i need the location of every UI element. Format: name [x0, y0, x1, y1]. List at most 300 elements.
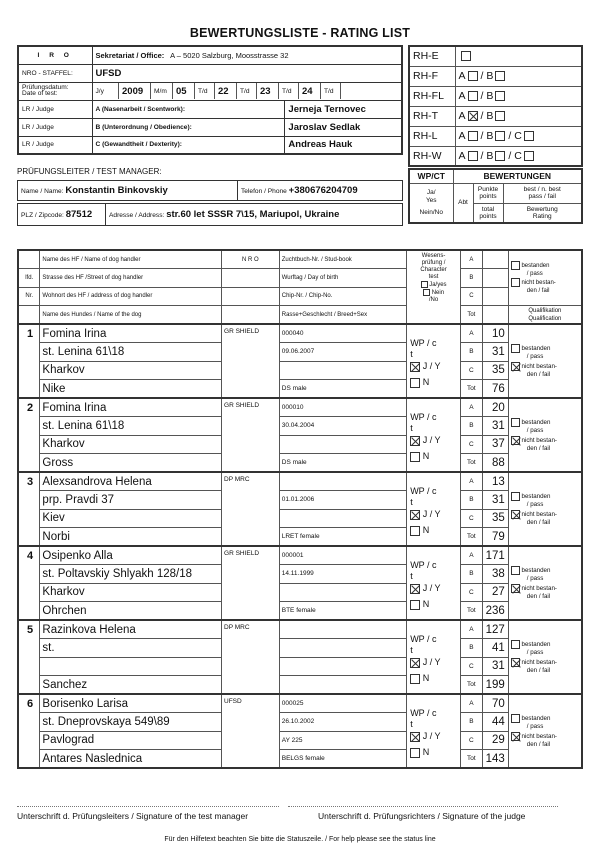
dog-name: Antares Naslednica [40, 750, 222, 769]
table-row [18, 713, 582, 732]
judge-role: B (Unterordnung / Obedience): [92, 118, 285, 136]
label-a: A [460, 398, 482, 417]
header-handler-address: Wohnort des HF / address of dog handler [40, 287, 222, 306]
handler-street: st. Dneprovskaya 549\89 [40, 713, 222, 732]
yes-label: J / Y [422, 731, 441, 741]
character-test-cell [407, 620, 461, 694]
no-option-label: Nein [431, 290, 445, 297]
checkbox[interactable] [410, 748, 420, 758]
points-label: Punkte [477, 186, 499, 193]
chip-number [279, 435, 406, 454]
judge-role: C (Gewandtheit / Dexterity): [92, 136, 285, 154]
class-selection-table [408, 45, 583, 167]
nro-value: UFSD [92, 64, 402, 82]
fail-option-label-en: den / fail [526, 287, 550, 294]
character-test-cell [407, 324, 461, 398]
header-a: A [460, 250, 482, 269]
chip-number [279, 657, 406, 676]
total-points-label: total [481, 205, 495, 213]
pass-option-label-en: / pass [526, 648, 544, 656]
label-a: A [460, 472, 482, 491]
points-c: 31 [482, 657, 508, 676]
checkbox[interactable] [410, 600, 420, 610]
label-c: C [460, 509, 482, 528]
pass-option-label: bestanden [521, 714, 551, 722]
points-a: 13 [482, 472, 508, 491]
checkbox[interactable] [511, 566, 520, 575]
handler-street: st. Lenina 61\18 [40, 343, 222, 362]
label-a: A [460, 694, 482, 713]
nro-value: GR SHIELD [222, 324, 280, 398]
day-of-birth [279, 639, 406, 658]
judge-label: LR / Judge [18, 118, 92, 136]
no-label: N [422, 599, 430, 609]
nro-value: GR SHIELD [222, 546, 280, 620]
checkbox[interactable] [495, 91, 505, 101]
table-row [18, 491, 582, 510]
checked-checkbox[interactable] [410, 732, 420, 742]
wpc-label: t [410, 497, 413, 507]
no-option-label-en: /No [428, 297, 439, 304]
secretariat-label: Sekretariat / Office: [95, 50, 165, 60]
wpc-label: WP / c [410, 560, 437, 570]
label-tot: Tot [460, 454, 482, 473]
rating-label-en: Rating [532, 212, 552, 220]
day-label: T/d [279, 83, 299, 99]
header-nr: Nr. [18, 287, 40, 306]
pass-option-label-en: / pass [526, 426, 544, 434]
stud-book: 000040 [279, 324, 406, 343]
label-c: C [460, 731, 482, 750]
no-label: N [422, 451, 430, 461]
class-options [455, 126, 582, 146]
checked-checkbox[interactable] [410, 436, 420, 446]
class-row [409, 86, 582, 106]
class-name: RH-FL [409, 86, 455, 106]
checkbox[interactable] [410, 378, 420, 388]
label-tot: Tot [460, 750, 482, 769]
manager-signature-line [17, 806, 279, 807]
checked-checkbox[interactable] [511, 732, 520, 741]
checkbox[interactable] [410, 674, 420, 684]
header-handler-name: Name des HF / Name of dog handler [40, 250, 222, 269]
entry-number: 5 [18, 620, 40, 694]
chip-number [279, 583, 406, 602]
pass-option-label-en: / pass [526, 574, 544, 582]
points-label-en: points [479, 193, 497, 200]
handler-city: Kiev [40, 509, 222, 528]
table-row [18, 676, 582, 695]
handler-name: Fomina Irina [40, 324, 222, 343]
nro-value: DP MRC [222, 472, 280, 546]
class-option-label: / B [480, 149, 494, 162]
points-a: 10 [482, 324, 508, 343]
table-row [18, 694, 582, 713]
pass-option-label-en: / pass [526, 722, 544, 730]
no-label: N [422, 673, 430, 683]
class-options [455, 146, 582, 166]
dog-name: Sanchez [40, 676, 222, 695]
label-b: B [460, 713, 482, 732]
label-tot: Tot [460, 380, 482, 399]
label-tot: Tot [460, 602, 482, 621]
label-a: A [460, 546, 482, 565]
table-row [18, 546, 582, 565]
table-row [18, 472, 582, 491]
checkbox[interactable] [468, 131, 478, 141]
checkbox[interactable] [410, 526, 420, 536]
label-tot: Tot [460, 528, 482, 547]
class-name: RH-T [409, 106, 455, 126]
points-b: 41 [482, 639, 508, 658]
table-row [18, 620, 582, 639]
character-test-label: test [428, 274, 439, 280]
date-fields [93, 83, 402, 99]
points-b: 38 [482, 565, 508, 584]
header-tot: Tot [460, 306, 482, 325]
table-row [18, 361, 582, 380]
checked-checkbox[interactable] [511, 584, 520, 593]
label-b: B [460, 565, 482, 584]
rating-label: Bewertung [526, 205, 558, 213]
nro-label: NRO - STAFFEL: [18, 64, 92, 82]
yes-label: J / Y [422, 361, 441, 371]
points-b: 31 [482, 417, 508, 436]
test-manager-table [17, 180, 403, 201]
checked-checkbox[interactable] [511, 362, 520, 371]
result-cell [508, 546, 582, 620]
yes-label: J / Y [422, 583, 441, 593]
day-of-birth: 01.01.2006 [279, 491, 406, 510]
handler-city [40, 657, 222, 676]
points-b: 44 [482, 713, 508, 732]
breed-sex: DS male [279, 454, 406, 473]
day-label: T/d [321, 83, 341, 99]
handler-city: Kharkov [40, 583, 222, 602]
class-option-label: A [458, 149, 466, 162]
checked-checkbox[interactable] [410, 362, 420, 372]
checked-checkbox[interactable] [410, 510, 420, 520]
label-c: C [460, 435, 482, 454]
handler-name: Borisenko Larisa [40, 694, 222, 713]
date-label: Prüfungsdatum: [22, 83, 69, 91]
header-info-table [17, 45, 403, 155]
class-options [455, 46, 582, 66]
header-dog-name: Name des Hundes / Name of the dog [40, 306, 222, 325]
header-nro: N R O [222, 250, 280, 269]
yes-label: J / Y [422, 435, 441, 445]
checkbox-icon [511, 261, 520, 270]
checked-checkbox[interactable] [410, 584, 420, 594]
judge-label: LR / Judge [18, 100, 92, 118]
points-a: 70 [482, 694, 508, 713]
yes-label: J / Y [422, 657, 441, 667]
label-c: C [460, 657, 482, 676]
judge-name: Jerneja Ternovec [285, 100, 402, 118]
fail-option-label-en: den / fail [526, 519, 551, 526]
zip-value: 87512 [65, 209, 93, 220]
label-a: A [460, 324, 482, 343]
pass-option-label: bestanden [521, 566, 551, 574]
day-of-birth: 14.11.1999 [279, 565, 406, 584]
table-row [18, 380, 582, 399]
class-option-label: / B [480, 130, 494, 142]
judge-name: Andreas Hauk [285, 136, 402, 154]
header-character-test [407, 250, 461, 324]
result-cell [508, 694, 582, 768]
dog-name: Norbi [40, 528, 222, 547]
entry-number: 3 [18, 472, 40, 546]
checked-checkbox[interactable] [511, 436, 520, 445]
checkbox[interactable] [468, 71, 478, 81]
nro-value: GR SHIELD [222, 398, 280, 472]
label-a: A [460, 620, 482, 639]
address-value: str.60 let SSSR 7\15, Mariupol, Ukraine [166, 209, 340, 220]
table-row [18, 750, 582, 769]
handler-street: st. [40, 639, 222, 658]
zip-label: PLZ / Zipcode: [21, 212, 64, 219]
header-chip: Chip-Nr. / Chip-No. [279, 287, 406, 306]
checkbox[interactable] [495, 151, 505, 161]
points-total: 236 [482, 602, 508, 621]
abt-label: Abt [453, 183, 473, 223]
checkbox[interactable] [410, 452, 420, 462]
table-row [18, 602, 582, 621]
header-b: B [460, 269, 482, 288]
stud-book [279, 620, 406, 639]
stud-book: 000001 [279, 546, 406, 565]
checked-checkbox[interactable] [511, 510, 520, 519]
class-option-label: / B [480, 90, 494, 102]
checkbox-icon [421, 281, 428, 288]
checkbox[interactable] [468, 91, 478, 101]
wpc-label: WP / c [410, 338, 437, 348]
checkbox[interactable] [511, 640, 520, 649]
character-test-cell [407, 398, 461, 472]
manager-signature-label: Unterschrift d. Prüfungsleiters / Signature of the test manager [17, 811, 249, 821]
table-row [18, 343, 582, 362]
wpct-heading: WP/CT [409, 169, 453, 183]
ratings-legend-table [408, 168, 583, 224]
yes-label: Ja/ [426, 188, 436, 196]
header-lfd: lfd. [18, 269, 40, 288]
judge-signature-line [288, 806, 558, 807]
day-label: T/d [237, 83, 257, 99]
stud-book: 000010 [279, 398, 406, 417]
handler-name: Alexsandrova Helena [40, 472, 222, 491]
stud-book [279, 472, 406, 491]
checked-checkbox[interactable] [468, 111, 478, 121]
checkbox-icon [423, 289, 430, 296]
class-name: RH-F [409, 66, 455, 86]
checkbox[interactable] [495, 71, 505, 81]
table-row [18, 509, 582, 528]
judge-label: LR / Judge [18, 136, 92, 154]
handler-city: Pavlograd [40, 731, 222, 750]
wpc-label: WP / c [410, 486, 437, 496]
no-label: N [422, 377, 430, 387]
fail-option-label: nicht bestan- [521, 437, 557, 445]
chip-number [279, 509, 406, 528]
checkbox[interactable] [468, 151, 478, 161]
character-test-cell [407, 472, 461, 546]
qualification-label-en: Qualification [528, 315, 562, 322]
entry-number: 2 [18, 398, 40, 472]
handler-street: st. Lenina 61\18 [40, 417, 222, 436]
wpc-label: t [410, 349, 413, 359]
class-row [409, 146, 582, 166]
breed-sex [279, 676, 406, 695]
character-test-label: Wesens- [421, 253, 446, 259]
class-row [409, 46, 582, 66]
table-row [18, 528, 582, 547]
qualification-label: Qualifikation [528, 307, 562, 314]
handler-city: Kharkov [40, 435, 222, 454]
pass-option-label: bestanden [521, 492, 551, 500]
checked-checkbox[interactable] [410, 658, 420, 668]
judge-role: A (Nasenarbeit / Scentwork): [92, 100, 285, 118]
pass-label: best / n. best [523, 186, 561, 193]
checkbox[interactable] [511, 492, 520, 501]
breed-sex: BTE female [279, 602, 406, 621]
class-option-label: A [458, 90, 466, 102]
class-options [455, 86, 582, 106]
checkbox[interactable] [511, 418, 520, 427]
no-label: N [422, 747, 430, 757]
total-points-label-en: points [479, 212, 497, 220]
pass-option-label: bestanden [521, 263, 550, 269]
checkbox[interactable] [524, 131, 534, 141]
pass-option-label: bestanden [521, 344, 551, 352]
header-handler-street: Strasse des HF /Street of dog handler [40, 269, 222, 288]
table-row [18, 454, 582, 473]
handler-name: Razinkova Helena [40, 620, 222, 639]
points-total: 88 [482, 454, 508, 473]
address-table [17, 203, 403, 226]
checkbox[interactable] [495, 111, 505, 121]
fail-option-label-en: den / fail [526, 667, 551, 674]
character-test-cell [407, 546, 461, 620]
header-stud-book: Zuchtbuch-Nr. / Stud-book [279, 250, 406, 269]
table-row [18, 731, 582, 750]
month-value: 05 [173, 83, 195, 99]
pass-option-label-en: / pass [526, 270, 543, 277]
fail-option-label: nicht bestan- [521, 659, 557, 667]
entry-number: 1 [18, 324, 40, 398]
checkbox[interactable] [511, 714, 520, 723]
entry-number: 4 [18, 546, 40, 620]
class-name: RH-E [409, 46, 455, 66]
points-b: 31 [482, 343, 508, 362]
class-options [455, 66, 582, 86]
handler-street: prp. Pravdi 37 [40, 491, 222, 510]
date-label-en: Date of test: [22, 90, 58, 97]
character-test-label: prüfung / [421, 260, 446, 266]
label-b: B [460, 343, 482, 362]
points-total: 76 [482, 380, 508, 399]
points-a: 171 [482, 546, 508, 565]
character-test-cell [407, 694, 461, 768]
checked-checkbox[interactable] [511, 658, 520, 667]
wpc-label: t [410, 423, 413, 433]
fail-option-label: nicht bestan- [521, 511, 557, 519]
points-total: 79 [482, 528, 508, 547]
checkbox[interactable] [524, 151, 534, 161]
page-title: BEWERTUNGSLISTE - RATING LIST [189, 26, 411, 40]
class-option-label: / C [508, 149, 522, 162]
label-b: B [460, 491, 482, 510]
points-c: 35 [482, 361, 508, 380]
year-value: 2009 [119, 83, 151, 99]
header-breed-sex: Rasse+Geschlecht / Breed+Sex [279, 306, 406, 325]
pass-option-label: bestanden [521, 640, 551, 648]
month-label: M/m [151, 83, 173, 99]
checkbox[interactable] [511, 344, 520, 353]
points-a: 127 [482, 620, 508, 639]
label-b: B [460, 639, 482, 658]
day-value [341, 83, 402, 99]
help-text: Für den Hilfetext beachten Sie bitte die Statuszeile. / For help please see the status line [164, 836, 436, 843]
class-option-label: A [458, 110, 466, 122]
ratings-heading: BEWERTUNGEN [453, 169, 582, 183]
class-option-label: A [458, 130, 466, 142]
no-label: Nein/No [419, 208, 443, 216]
breed-sex: LRET female [279, 528, 406, 547]
fail-option-label-en: den / fail [526, 371, 551, 378]
phone-label: Telefon / Phone [241, 188, 287, 195]
yes-option-label: Ja/yes [429, 282, 447, 289]
manager-name: Konstantin Binkovskiy [65, 185, 168, 196]
checkbox[interactable] [461, 51, 471, 61]
test-manager-heading: PRÜFUNGSLEITER / TEST MANAGER: [17, 167, 162, 176]
handler-street: st. Poltavskiy Shlyakh 128/18 [40, 565, 222, 584]
fail-option-label-en: den / fail [526, 593, 551, 600]
handler-name: Osipenko Alla [40, 546, 222, 565]
wpc-label: t [410, 645, 413, 655]
class-option-label: A [458, 70, 466, 82]
handler-name: Fomina Irina [40, 398, 222, 417]
stud-book: 000025 [279, 694, 406, 713]
fail-option-label: nicht bestan- [521, 585, 557, 593]
chip-number [279, 361, 406, 380]
day-value: 24 [299, 83, 321, 99]
year-label: J/y [93, 83, 119, 99]
wpc-label: t [410, 571, 413, 581]
result-cell [508, 398, 582, 472]
handler-city: Kharkov [40, 361, 222, 380]
no-label: N [422, 525, 430, 535]
table-row [18, 583, 582, 602]
points-c: 35 [482, 509, 508, 528]
day-of-birth: 09.06.2007 [279, 343, 406, 362]
class-name: RH-W [409, 146, 455, 166]
dog-name: Gross [40, 454, 222, 473]
fail-option-label: nicht bestan- [521, 733, 557, 741]
checkbox[interactable] [495, 131, 505, 141]
iro-logo-text: I R O [18, 46, 92, 64]
label-tot: Tot [460, 676, 482, 695]
wpc-label: WP / c [410, 412, 437, 422]
label-b: B [460, 417, 482, 436]
phone-value: +380676204709 [288, 185, 358, 196]
fail-option-label-en: den / fail [526, 445, 551, 452]
table-row [18, 398, 582, 417]
judge-name: Jaroslav Sedlak [285, 118, 402, 136]
day-value: 23 [257, 83, 279, 99]
points-total: 143 [482, 750, 508, 769]
breed-sex: DS male [279, 380, 406, 399]
rating-table [17, 249, 583, 769]
